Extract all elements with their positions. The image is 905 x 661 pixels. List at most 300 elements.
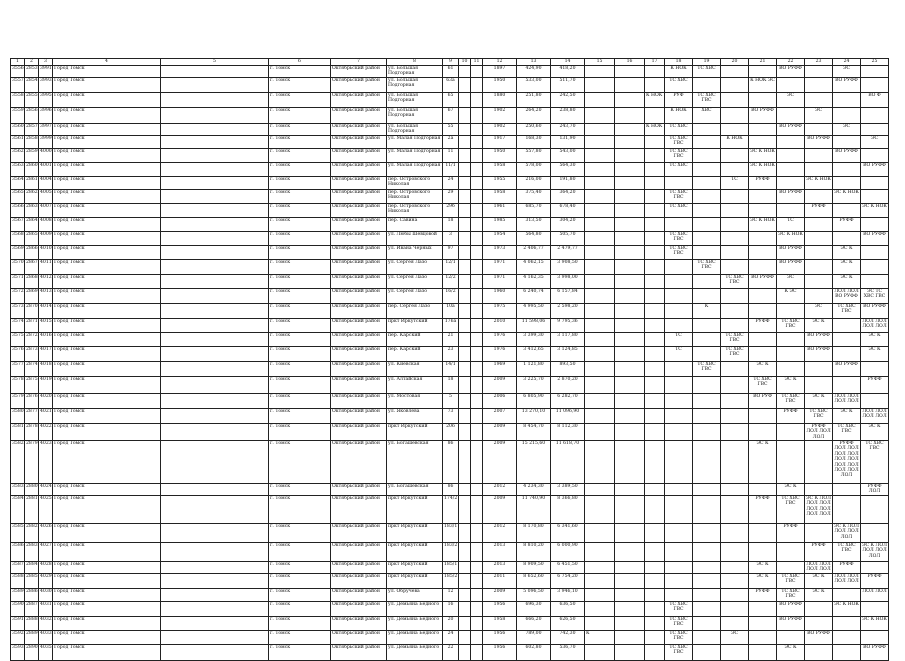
table-cell: 3558: [11, 93, 25, 108]
table-cell: 4023: [39, 441, 53, 484]
table-cell: 86: [443, 441, 459, 484]
table-cell: Город Томск: [53, 332, 161, 346]
table-cell: 1969: [483, 361, 517, 376]
table-cell: Октябрьский район: [331, 203, 387, 217]
table-cell: 1955: [483, 176, 517, 189]
table-cell: [861, 148, 889, 162]
table-row: [11, 78, 889, 93]
table-cell: пер. Карский: [387, 346, 443, 361]
table-cell: Город Томск: [53, 588, 161, 601]
table-cell: 4022: [39, 423, 53, 440]
table-cell: Город Томск: [53, 561, 161, 573]
table-cell: [585, 108, 615, 124]
table-cell: Октябрьский район: [331, 601, 387, 616]
table-cell: [459, 601, 471, 616]
table-cell: К: [693, 303, 721, 318]
table-cell: 4 162,35: [517, 274, 551, 288]
table-cell: 3590: [11, 601, 25, 616]
table-cell: [161, 361, 269, 376]
table-cell: ВО РУФФ: [777, 189, 805, 203]
table-cell: [861, 393, 889, 408]
header-cell: 25: [861, 59, 889, 66]
table-cell: Октябрьский район: [331, 288, 387, 303]
table-cell: [161, 303, 269, 318]
table-cell: ул. Мостовая: [387, 393, 443, 408]
table-cell: [459, 288, 471, 303]
table-cell: 243,70: [551, 124, 585, 136]
table-cell: ТС ХВС ГВС: [749, 376, 777, 393]
table-cell: пркт Иркутский: [387, 542, 443, 561]
table-cell: Октябрьский район: [331, 124, 387, 136]
table-cell: 2009: [483, 441, 517, 484]
table-cell: [861, 630, 889, 644]
table-cell: [693, 484, 721, 496]
table-cell: 4 234,30: [517, 484, 551, 496]
table-cell: [693, 189, 721, 203]
table-cell: ВО РУФФ: [777, 245, 805, 259]
table-cell: 2 479,77: [551, 245, 585, 259]
table-cell: ТС ХВС ГВС: [833, 303, 861, 318]
table-cell: 678,40: [551, 203, 585, 217]
table-cell: [459, 561, 471, 573]
table-cell: 67: [443, 108, 459, 124]
table-cell: [777, 542, 805, 561]
table-cell: ВО РУФФ: [861, 231, 889, 245]
table-cell: 206: [443, 423, 459, 440]
table-cell: ЭС К: [861, 332, 889, 346]
table-cell: ЭС К: [805, 393, 833, 408]
table-cell: [585, 231, 615, 245]
table-cell: Октябрьский район: [331, 393, 387, 408]
table-cell: [459, 78, 471, 93]
table-cell: [693, 318, 721, 332]
table-cell: 2870: [25, 303, 39, 318]
table-cell: 8 366,80: [551, 495, 585, 523]
table-cell: 5: [443, 393, 459, 408]
table-cell: 2863: [25, 203, 39, 217]
table-cell: ул. Большая Подгорная: [387, 66, 443, 78]
table-cell: 2011: [483, 573, 517, 588]
header-cell: 8: [387, 59, 443, 66]
table-cell: 3 998,00: [551, 274, 585, 288]
table-cell: ул. Демьяна Бедного: [387, 616, 443, 630]
table-cell: ул. Малая Подгорная: [387, 162, 443, 176]
table-cell: [805, 148, 833, 162]
table-cell: [615, 303, 645, 318]
table-cell: ул. Богашевская: [387, 441, 443, 484]
table-cell: 12/1: [443, 259, 459, 274]
table-cell: Город Томск: [53, 318, 161, 332]
table-cell: 3566: [11, 203, 25, 217]
table-cell: 3579: [11, 393, 25, 408]
table-cell: 602,80: [517, 644, 551, 660]
table-cell: [645, 523, 665, 542]
table-cell: 3583: [11, 484, 25, 496]
table-cell: 2010: [483, 318, 517, 332]
table-cell: г. Томск: [269, 393, 331, 408]
table-cell: [693, 148, 721, 162]
table-cell: 3 946,10: [551, 588, 585, 601]
table-cell: г. Томск: [269, 189, 331, 203]
table-cell: г. Томск: [269, 148, 331, 162]
table-cell: [833, 162, 861, 176]
table-cell: ЭС К: [833, 408, 861, 423]
table-cell: [161, 231, 269, 245]
table-cell: 2868: [25, 274, 39, 288]
table-cell: [645, 573, 665, 588]
table-cell: ул. Ивана Черных: [387, 245, 443, 259]
header-cell: 12: [483, 59, 517, 66]
table-cell: РУФФ: [833, 561, 861, 573]
table-cell: [665, 376, 693, 393]
table-cell: [615, 231, 645, 245]
table-cell: ВО РУФФ: [749, 108, 777, 124]
table-cell: ЭС: [777, 274, 805, 288]
table-cell: 4018: [39, 361, 53, 376]
table-cell: ул. Демьяна Бедного: [387, 630, 443, 644]
table-cell: 2877: [25, 408, 39, 423]
table-cell: [645, 274, 665, 288]
table-cell: 11 598,06: [517, 318, 551, 332]
table-cell: 364,20: [551, 189, 585, 203]
table-cell: Город Томск: [53, 176, 161, 189]
table-cell: Октябрьский район: [331, 231, 387, 245]
table-cell: Город Томск: [53, 484, 161, 496]
table-cell: [777, 303, 805, 318]
table-cell: 3587: [11, 561, 25, 573]
table-cell: 3567: [11, 217, 25, 231]
table-cell: г. Томск: [269, 408, 331, 423]
table-cell: 168,30: [517, 135, 551, 148]
table-cell: [749, 66, 777, 78]
table-cell: г. Томск: [269, 484, 331, 496]
table-cell: ЭС К ЛОЛ ЛОЛ ЛОЛ ЛОЛ: [833, 523, 861, 542]
table-cell: [459, 231, 471, 245]
table-cell: г. Томск: [269, 259, 331, 274]
table-cell: 2859: [25, 148, 39, 162]
table-cell: [161, 561, 269, 573]
table-cell: Город Томск: [53, 217, 161, 231]
table-cell: 4 062,15: [517, 259, 551, 274]
table-cell: 313,50: [517, 217, 551, 231]
table-cell: 3995: [39, 93, 53, 108]
table-cell: 11 618,70: [551, 441, 585, 484]
table-cell: г. Томск: [269, 303, 331, 318]
table-cell: [749, 288, 777, 303]
table-cell: ЭС К: [833, 245, 861, 259]
table-cell: [721, 423, 749, 440]
header-cell: 17: [645, 59, 665, 66]
table-row: [11, 542, 889, 561]
table-cell: [471, 124, 483, 136]
table-cell: [749, 189, 777, 203]
table-cell: г. Томск: [269, 66, 331, 78]
table-cell: [471, 148, 483, 162]
table-cell: [665, 176, 693, 189]
table-cell: 2878: [25, 423, 39, 440]
table-cell: 742,30: [551, 630, 585, 644]
table-cell: ВО РУФФ: [777, 124, 805, 136]
table-cell: [471, 231, 483, 245]
table-cell: Октябрьский район: [331, 135, 387, 148]
table-cell: 2871: [25, 318, 39, 332]
table-cell: [693, 542, 721, 561]
table-cell: 1958: [483, 189, 517, 203]
table-cell: [585, 484, 615, 496]
table-cell: г. Томск: [269, 616, 331, 630]
table-cell: 18: [443, 376, 459, 393]
table-cell: [161, 542, 269, 561]
table-cell: [805, 189, 833, 203]
table-cell: [471, 523, 483, 542]
table-cell: РУФФ ЛОЛ ЛОЛ ЛОЛ: [806, 423, 831, 440]
table-cell: [161, 332, 269, 346]
table-cell: [615, 588, 645, 601]
table-cell: [693, 162, 721, 176]
table-cell: 4030: [39, 588, 53, 601]
table-cell: 250,60: [517, 124, 551, 136]
table-cell: [721, 245, 749, 259]
table-cell: [861, 124, 889, 136]
table-cell: [693, 523, 721, 542]
table-cell: 3 117,80: [551, 332, 585, 346]
table-cell: [615, 616, 645, 630]
table-cell: [693, 561, 721, 573]
table-cell: [693, 630, 721, 644]
table-cell: 4033: [39, 630, 53, 644]
table-cell: [615, 332, 645, 346]
table-cell: 4029: [39, 573, 53, 588]
table-cell: Город Томск: [53, 408, 161, 423]
table-cell: г. Томск: [269, 376, 331, 393]
table-cell: [777, 78, 805, 93]
table-cell: 4015: [39, 318, 53, 332]
table-cell: [665, 288, 693, 303]
table-row: [11, 148, 889, 162]
table-cell: ЭС: [833, 124, 861, 136]
table-cell: 185/1: [443, 561, 459, 573]
table-cell: ЭС К: [749, 561, 777, 573]
table-cell: [777, 423, 805, 440]
table-cell: Город Томск: [53, 189, 161, 203]
table-cell: [585, 441, 615, 484]
table-cell: 3564: [11, 176, 25, 189]
table-cell: ЭС К НОК: [777, 231, 805, 245]
table-cell: РУФ: [665, 93, 693, 108]
table-cell: [585, 288, 615, 303]
table-cell: ЭС К: [805, 573, 833, 588]
table-cell: Город Томск: [53, 644, 161, 660]
table-cell: [777, 203, 805, 217]
table-cell: [161, 318, 269, 332]
table-cell: г. Томск: [269, 588, 331, 601]
table-cell: [833, 346, 861, 361]
table-cell: [459, 495, 471, 523]
table-cell: РУФФ: [861, 573, 889, 588]
table-cell: 2013: [483, 542, 517, 561]
table-cell: 4032: [39, 616, 53, 630]
table-cell: [459, 393, 471, 408]
table-cell: [693, 203, 721, 217]
table-cell: ТС: [721, 176, 749, 189]
table-cell: [459, 588, 471, 601]
table-cell: ул. Киевская: [387, 361, 443, 376]
table-cell: [585, 588, 615, 601]
table-cell: 97: [443, 245, 459, 259]
table-cell: 24: [443, 176, 459, 189]
table-cell: [833, 203, 861, 217]
table-cell: 1950: [483, 148, 517, 162]
table-cell: 2883: [25, 542, 39, 561]
table-cell: 2886: [25, 588, 39, 601]
table-cell: 2 406,77: [517, 245, 551, 259]
table-cell: ТС ХВС ГВС: [665, 148, 693, 162]
table-cell: [721, 288, 749, 303]
table-cell: 4017: [39, 346, 53, 361]
table-cell: ул. Алтайская: [387, 376, 443, 393]
table-cell: 3996: [39, 108, 53, 124]
table-cell: [749, 542, 777, 561]
table-cell: Город Томск: [53, 259, 161, 274]
table-cell: [585, 561, 615, 573]
table-cell: [615, 644, 645, 660]
table-cell: 2880: [25, 484, 39, 496]
table-cell: Город Томск: [53, 124, 161, 136]
table-cell: 557,80: [517, 148, 551, 162]
table-cell: [861, 601, 889, 616]
table-cell: г. Томск: [269, 135, 331, 148]
table-cell: [615, 217, 645, 231]
table-cell: ЭС К: [861, 423, 889, 440]
table-cell: 3575: [11, 332, 25, 346]
table-cell: [721, 162, 749, 176]
table-cell: Октябрьский район: [331, 644, 387, 660]
table-cell: [471, 135, 483, 148]
table-cell: 3 124,85: [551, 346, 585, 361]
table-cell: Город Томск: [53, 203, 161, 217]
table-cell: 536,70: [551, 644, 585, 660]
table-cell: 8 170,80: [517, 523, 551, 542]
table-cell: [749, 93, 777, 108]
table-cell: 2861: [25, 176, 39, 189]
table-cell: [161, 259, 269, 274]
table-cell: [833, 93, 861, 108]
table-cell: 11 740,90: [517, 495, 551, 523]
table-cell: 3573: [11, 303, 25, 318]
table-cell: 789,00: [517, 630, 551, 644]
table-cell: ЭС К НОК: [861, 616, 889, 630]
table-cell: Октябрьский район: [331, 332, 387, 346]
table-cell: ВО Ф: [861, 93, 889, 108]
table-cell: 24: [443, 630, 459, 644]
table-cell: 4016: [39, 332, 53, 346]
table-cell: Город Томск: [53, 108, 161, 124]
table-cell: [459, 644, 471, 660]
table-cell: 242,50: [551, 93, 585, 108]
table-cell: 22: [443, 644, 459, 660]
table-cell: 1971: [483, 259, 517, 274]
table-cell: [161, 616, 269, 630]
table-cell: ВО РУФФ: [777, 601, 805, 616]
table-cell: [615, 601, 645, 616]
table-cell: [693, 408, 721, 423]
table-cell: [861, 495, 889, 523]
table-cell: [721, 376, 749, 393]
header-cell: 18: [665, 59, 693, 66]
table-cell: [471, 561, 483, 573]
table-cell: [459, 274, 471, 288]
table-cell: ЭС: [805, 303, 833, 318]
table-cell: [805, 217, 833, 231]
table-cell: 3580: [11, 408, 25, 423]
table-cell: [585, 332, 615, 346]
table-cell: 3585: [11, 523, 25, 542]
table-cell: 1954: [483, 231, 517, 245]
table-cell: [693, 601, 721, 616]
table-cell: [645, 245, 665, 259]
table-cell: 1880: [483, 93, 517, 108]
table-cell: Город Томск: [53, 288, 161, 303]
table-cell: [459, 346, 471, 361]
table-cell: ЭС К: [833, 259, 861, 274]
table-cell: [693, 616, 721, 630]
table-cell: [777, 361, 805, 376]
table-cell: Город Томск: [53, 542, 161, 561]
table-cell: 264,20: [517, 108, 551, 124]
table-cell: [721, 588, 749, 601]
table-cell: [749, 124, 777, 136]
table-cell: РУФФ: [805, 542, 833, 561]
table-cell: ВО РУФФ: [833, 361, 861, 376]
table-row: [11, 601, 889, 616]
table-cell: [471, 644, 483, 660]
header-cell: 2: [25, 59, 39, 66]
table-cell: г. Томск: [269, 495, 331, 523]
table-cell: [585, 245, 615, 259]
table-cell: [615, 441, 645, 484]
table-cell: 893,50: [551, 361, 585, 376]
table-cell: [615, 542, 645, 561]
table-cell: [161, 484, 269, 496]
table-cell: 2012: [483, 523, 517, 542]
table-cell: Октябрьский район: [331, 361, 387, 376]
table-cell: [861, 259, 889, 274]
table-cell: [693, 217, 721, 231]
table-cell: [777, 346, 805, 361]
table-cell: [585, 542, 615, 561]
table-cell: 3 389,50: [551, 484, 585, 496]
table-cell: пркт Иркутский: [387, 561, 443, 573]
table-cell: РУФФ ЛОЛ ЛОЛ ЛОЛ ЛОЛ ЛОЛ ЛОЛ ЛОЛ ЛОЛ ЛОЛ ЛОЛ ЛОЛ: [833, 441, 861, 484]
table-cell: [645, 561, 665, 573]
table-cell: г. Томск: [269, 361, 331, 376]
table-row: [11, 573, 889, 588]
table-cell: ул. Богашевская: [387, 484, 443, 496]
table-cell: [471, 288, 483, 303]
table-cell: 3559: [11, 108, 25, 124]
table-cell: 4035: [39, 644, 53, 660]
table-cell: [471, 203, 483, 217]
table-cell: ТС ХВС ГВС: [721, 274, 749, 288]
header-cell: 3: [39, 59, 53, 66]
table-cell: [161, 393, 269, 408]
table-cell: 3574: [11, 318, 25, 332]
table-cell: [161, 644, 269, 660]
table-cell: [645, 78, 665, 93]
table-cell: ул. Малая Подгорная: [387, 148, 443, 162]
table-cell: [161, 78, 269, 93]
table-cell: пер. Островского Николая: [387, 189, 443, 203]
